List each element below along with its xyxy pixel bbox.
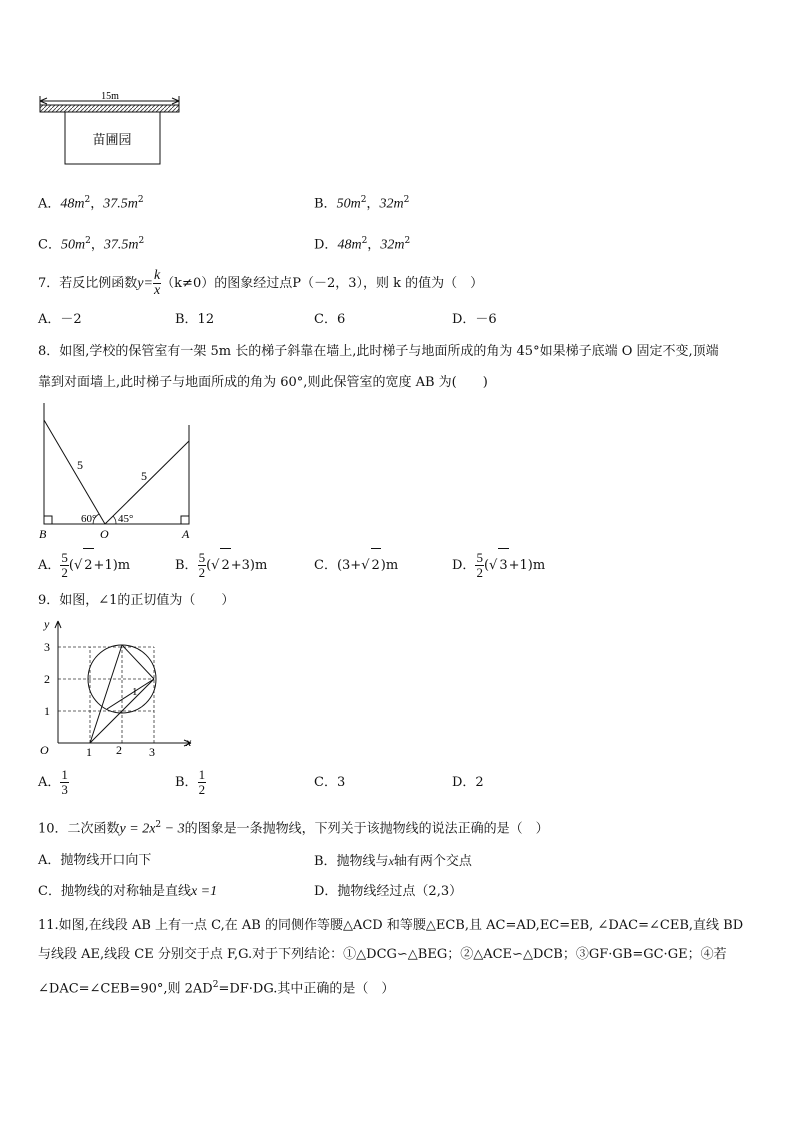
q10-stem: 10．二次函数$y = 2x^2 - 3$的图象是一条抛物线，下列关于该抛物线的说法正确的是（ ） — [38, 820, 549, 837]
q8-stem-line1: 8．如图,学校的保管室有一架 5m 长的梯子斜靠在墙上,此时梯子与地面所成的角为 45°如果梯子底端 O 固定不变,顶端 — [38, 344, 719, 359]
q8-option-d[interactable]: D． $\frac{5}{2}$ (√ 3+1)m — [452, 548, 545, 583]
q9-stem: 9．如图，∠1的正切值为（ ） — [38, 593, 235, 608]
q9-option-b[interactable]: B． $\frac{1}{2}$ — [175, 767, 206, 797]
q8-option-b[interactable]: B． $\frac{5}{2}$ (√ 2+3)m — [175, 548, 267, 583]
q11-stem-line3: ∠DAC=∠CEB=90°,则 $2AD^2=DF\cdot DG$.其中正确的是（ ） — [38, 980, 395, 997]
point-o-label: O — [100, 527, 109, 541]
q10-option-b[interactable]: B．抛物线与x轴有两个交点 — [314, 854, 472, 869]
y-tick-1: 1 — [44, 704, 50, 718]
q6-option-d[interactable]: D．$48m^2$，$32m^2$ — [314, 236, 411, 253]
x-tick-3: 3 — [149, 745, 155, 759]
x-tick-1: 1 — [86, 745, 92, 759]
angle-45-label: 45° — [118, 513, 134, 525]
tangent-figure — [36, 616, 206, 758]
q6-option-a[interactable]: A．$48m^2$，$37.5m^2$ — [38, 195, 144, 212]
q10-option-a[interactable]: A．抛物线开口向下 — [38, 853, 152, 868]
q7-stem: 7．若反比例函数y= $\frac{k}{x}$ （k≠0）的图象经过点P（－2，3），则 k 的值为（ ） — [38, 268, 484, 298]
q8-option-a[interactable]: A． $\frac{5}{2}$ (√ 2+1)m — [38, 548, 130, 583]
garden-label: 苗圃园 — [92, 133, 132, 148]
q7-option-d[interactable]: D．－6 — [452, 312, 497, 327]
q7-option-a[interactable]: A．－2 — [38, 312, 82, 327]
garden-figure — [36, 88, 186, 168]
y-tick-3: 3 — [44, 640, 50, 654]
angle-1-label: 1 — [132, 686, 138, 698]
x-tick-2: 2 — [116, 743, 122, 757]
q8-option-c[interactable]: C．(3+√ 2)m — [314, 548, 398, 583]
ladder-right-length: 5 — [141, 469, 147, 483]
q7-option-b[interactable]: B．12 — [175, 312, 215, 327]
q10-option-d[interactable]: D．抛物线经过点（2,3） — [314, 884, 463, 899]
q11-stem-line1: 11.如图,在线段 AB 上有一点 C,在 AB 的同侧作等腰△ACD 和等腰△ECB,且 AC=AD,EC=EB, ∠DAC=∠CEB,直线 BD — [38, 918, 744, 933]
q7-fraction: $\frac{k}{x}$ — [153, 268, 161, 298]
width-label: 15m — [101, 91, 119, 102]
q6-option-c[interactable]: C．$50m^2$，$37.5m^2$ — [38, 236, 145, 253]
q9-option-c[interactable]: C．3 — [314, 775, 346, 790]
origin-label: O — [40, 743, 49, 757]
ladder-figure — [36, 400, 206, 545]
point-b-label: B — [39, 527, 47, 541]
point-a-label: A — [182, 527, 190, 541]
y-axis-label: y — [44, 617, 50, 631]
q9-option-a[interactable]: A． $\frac{1}{3}$ — [38, 767, 68, 797]
q8-stem-line2: 靠到对面墙上,此时梯子与地面所成的角为 60°,则此保管室的宽度 AB 为( ) — [38, 375, 488, 390]
angle-60-label: 60° — [81, 513, 97, 525]
x-axis-label: x — [186, 735, 192, 749]
q7-option-c[interactable]: C．6 — [314, 312, 346, 327]
q9-option-d[interactable]: D．2 — [452, 775, 484, 790]
q6-option-b[interactable]: B．$50m^2$，$32m^2$ — [314, 195, 410, 212]
y-tick-2: 2 — [44, 672, 50, 686]
q10-option-c[interactable]: C．抛物线的对称轴是直线x =1 — [38, 884, 218, 899]
q11-stem-line2: 与线段 AE,线段 CE 分别交于点 F,G.对于下列结论：①△DCG∽△BEG；②△ACE∽△DCB；③GF·GB=GC·GE；④若 — [38, 947, 727, 962]
ladder-left-length: 5 — [77, 458, 83, 472]
